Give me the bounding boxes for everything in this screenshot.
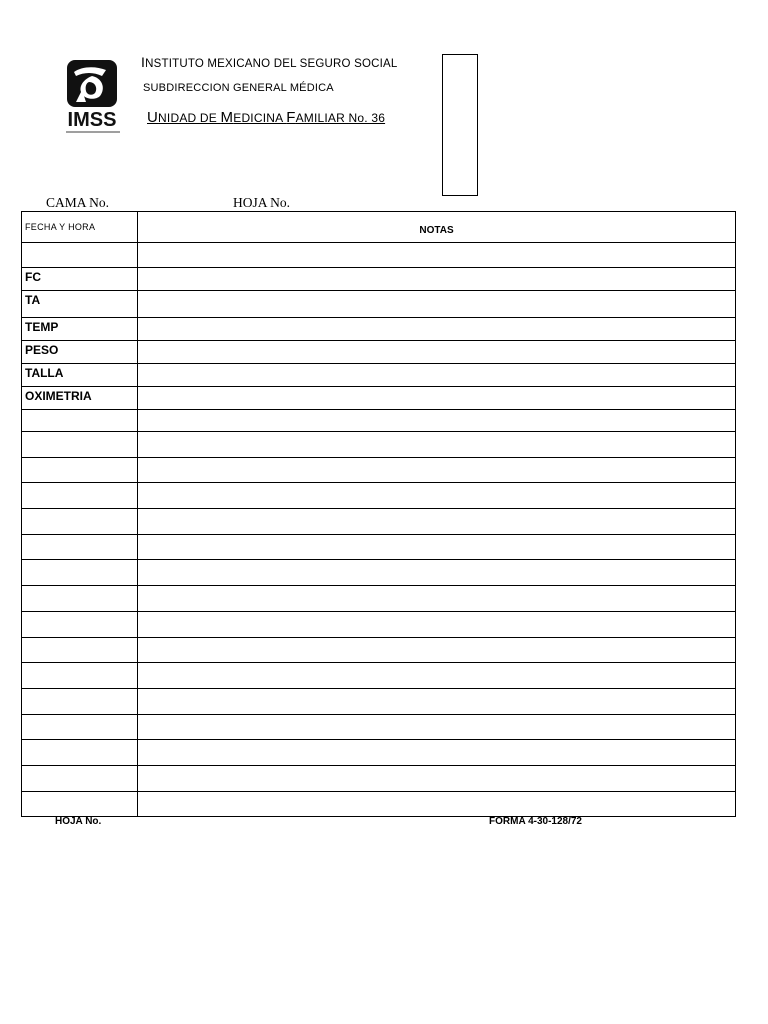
note-cell[interactable] — [138, 688, 736, 714]
table-row — [22, 663, 736, 689]
note-cell[interactable] — [138, 509, 736, 535]
note-cell[interactable] — [138, 432, 736, 458]
table-row — [22, 714, 736, 740]
note-cell[interactable] — [138, 586, 736, 612]
date-cell[interactable] — [22, 791, 138, 817]
date-cell[interactable] — [22, 663, 138, 689]
column-header-notas: NOTAS — [138, 212, 736, 243]
note-cell[interactable] — [138, 341, 736, 364]
table-row — [22, 560, 736, 586]
hoja-label: HOJA No. — [233, 195, 291, 210]
vital-label: OXIMETRIA — [22, 387, 138, 410]
imss-logo — [62, 58, 124, 138]
note-cell[interactable] — [138, 243, 736, 268]
table-row — [22, 688, 736, 714]
note-cell[interactable] — [138, 364, 736, 387]
stamp-box — [442, 54, 478, 196]
date-cell[interactable] — [22, 560, 138, 586]
date-cell[interactable] — [22, 432, 138, 458]
note-cell[interactable] — [138, 387, 736, 410]
table-row — [22, 432, 736, 458]
table-header-row — [22, 212, 736, 243]
vital-label: FC — [22, 268, 138, 291]
note-cell[interactable] — [138, 318, 736, 341]
table-row — [22, 586, 736, 612]
vital-row-peso — [22, 341, 736, 364]
table-row — [22, 637, 736, 663]
institute-name: INSTITUTO MEXICANO DEL SEGURO SOCIAL — [141, 54, 398, 70]
table-row — [22, 791, 736, 817]
footer-hoja-label: HOJA No. — [55, 816, 102, 827]
note-cell[interactable] — [138, 740, 736, 766]
date-cell[interactable] — [22, 586, 138, 612]
table-row — [22, 534, 736, 560]
note-cell[interactable] — [138, 714, 736, 740]
note-cell[interactable] — [138, 637, 736, 663]
table-row — [22, 611, 736, 637]
date-cell[interactable] — [22, 243, 138, 268]
note-cell[interactable] — [138, 268, 736, 291]
note-cell[interactable] — [138, 791, 736, 817]
notes-table — [21, 211, 736, 817]
vital-row-temp — [22, 318, 736, 341]
date-cell[interactable] — [22, 637, 138, 663]
table-row — [22, 765, 736, 791]
footer-form-code: FORMA 4-30-128/72 — [489, 816, 582, 827]
vital-row-ta — [22, 291, 736, 318]
table-row — [22, 243, 736, 268]
note-cell[interactable] — [138, 560, 736, 586]
date-cell[interactable] — [22, 509, 138, 535]
date-cell[interactable] — [22, 740, 138, 766]
vital-row-talla — [22, 364, 736, 387]
note-cell[interactable] — [138, 457, 736, 483]
date-cell[interactable] — [22, 611, 138, 637]
logo-wordmark: IMSS — [67, 109, 117, 131]
table-row — [22, 483, 736, 509]
note-cell[interactable] — [138, 765, 736, 791]
note-cell[interactable] — [138, 410, 736, 432]
vital-label: TA — [22, 291, 138, 318]
column-header-fecha-hora: FECHA Y HORA — [22, 212, 138, 243]
vital-row-fc — [22, 268, 736, 291]
vital-label: PESO — [22, 341, 138, 364]
cama-label: CAMA No. — [46, 195, 110, 210]
date-cell[interactable] — [22, 457, 138, 483]
vital-label: TALLA — [22, 364, 138, 387]
vital-label: TEMP — [22, 318, 138, 341]
date-cell[interactable] — [22, 714, 138, 740]
table-row — [22, 457, 736, 483]
date-cell[interactable] — [22, 534, 138, 560]
table-row — [22, 740, 736, 766]
date-cell[interactable] — [22, 483, 138, 509]
unit-name: UNIDAD DE MEDICINA FAMILIAR No. 36 — [147, 109, 386, 126]
date-cell[interactable] — [22, 765, 138, 791]
date-cell[interactable] — [22, 410, 138, 432]
note-cell[interactable] — [138, 291, 736, 318]
note-cell[interactable] — [138, 534, 736, 560]
note-cell[interactable] — [138, 663, 736, 689]
table-row — [22, 509, 736, 535]
note-cell[interactable] — [138, 611, 736, 637]
vital-row-oximetria — [22, 387, 736, 410]
subdirection-name: SUBDIRECCION GENERAL MÉDICA — [143, 82, 334, 94]
date-cell[interactable] — [22, 688, 138, 714]
table-row — [22, 410, 736, 432]
note-cell[interactable] — [138, 483, 736, 509]
